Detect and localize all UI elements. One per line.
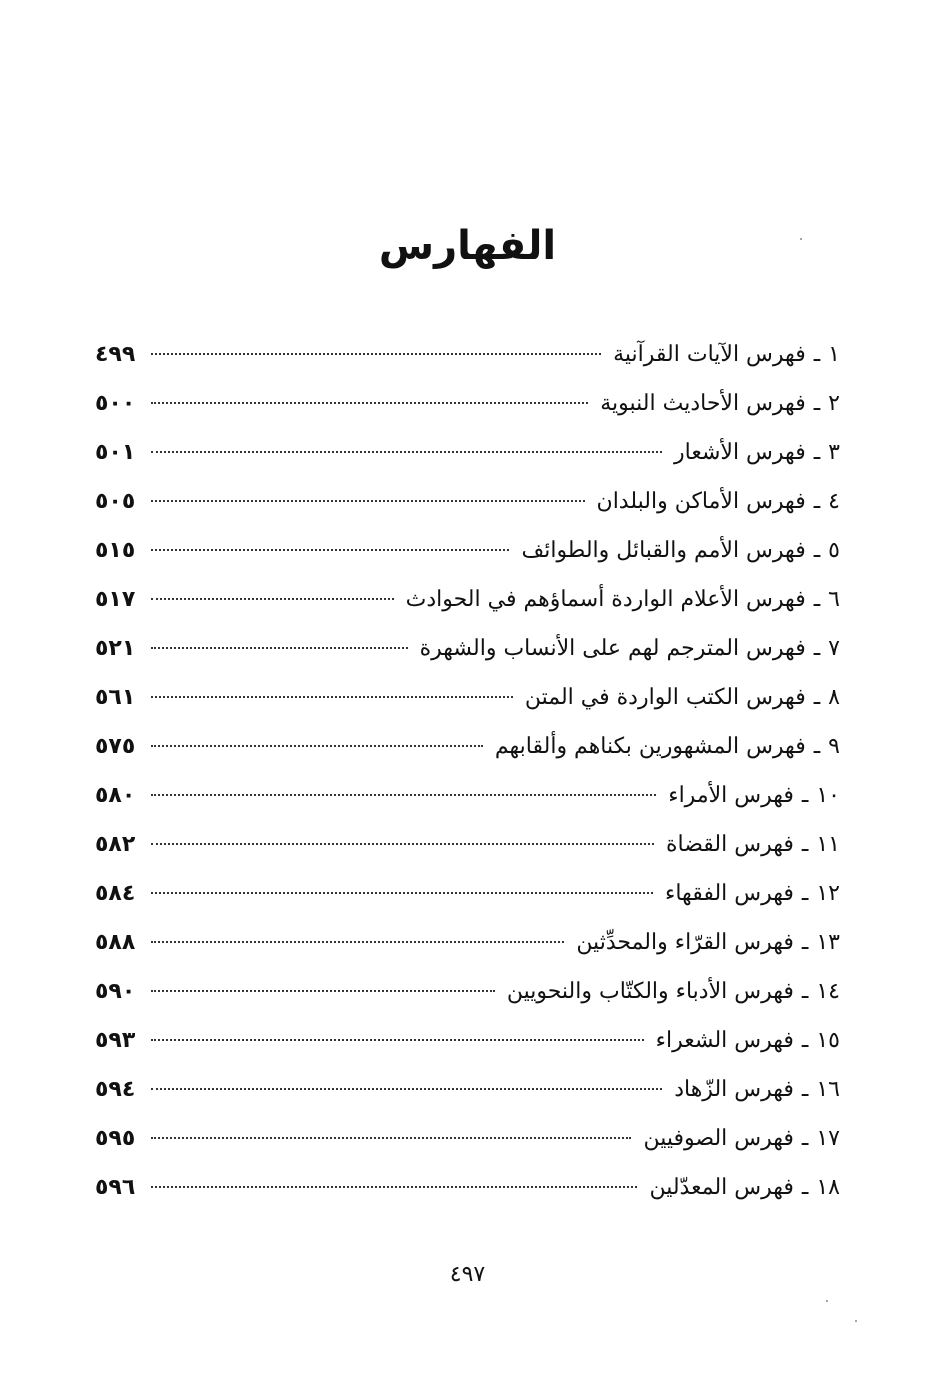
toc-entry-page: ٥١٧	[95, 587, 136, 612]
paper-speck	[826, 1300, 828, 1302]
toc-entry	[95, 1028, 840, 1077]
toc-entry	[95, 930, 840, 979]
dot-leader	[151, 794, 656, 796]
toc-entry-page: ٥٨٤	[95, 881, 136, 906]
toc-entry-separator: ـ	[813, 489, 821, 514]
toc-entry-number: ٨	[828, 685, 840, 710]
dot-leader	[151, 402, 588, 404]
toc-entry-label: فهرس الأشعار	[674, 440, 806, 465]
dot-leader	[151, 843, 654, 845]
toc-entry-number: ١٦	[816, 1077, 840, 1102]
toc-entry-number: ٥	[828, 538, 840, 563]
toc-entry-number: ٧	[828, 636, 840, 661]
toc-entry-page: ٥٩٤	[95, 1077, 136, 1102]
dot-leader	[151, 1137, 631, 1139]
toc-entry-label: فهرس الأدباء والكتّاب والنحويين	[506, 979, 794, 1004]
toc-entry	[95, 587, 840, 636]
page-number: ٤٩٧	[449, 1262, 486, 1287]
toc-entry-label: فهرس الأمراء	[668, 783, 794, 808]
toc-entry-number: ١٤	[816, 979, 840, 1004]
toc-entry-separator: ـ	[801, 1126, 809, 1151]
toc-entry-label: فهرس القضاة	[666, 832, 794, 857]
toc-entry	[95, 685, 840, 734]
toc-entry-separator: ـ	[801, 832, 809, 857]
toc-entry	[95, 636, 840, 685]
toc-entry-number: ١٧	[816, 1126, 840, 1151]
toc-entry-label: فهرس الشعراء	[655, 1028, 794, 1053]
toc-entry-page: ٥٨٢	[95, 832, 136, 857]
toc-entry-separator: ـ	[801, 783, 809, 808]
dot-leader	[151, 941, 564, 943]
toc-entry-separator: ـ	[813, 685, 821, 710]
dot-leader	[151, 1039, 644, 1041]
dot-leader	[151, 451, 662, 453]
toc-entry-page: ٥٩٣	[95, 1028, 136, 1053]
toc-entry	[95, 881, 840, 930]
dot-leader	[151, 353, 601, 355]
toc-entry-number: ١٥	[816, 1028, 840, 1053]
toc-entry-separator: ـ	[801, 881, 809, 906]
toc-entry-separator: ـ	[813, 342, 821, 367]
toc-entry-label: فهرس المعدّلين	[649, 1175, 794, 1200]
page-title: الفهارس	[378, 223, 557, 269]
toc-entry-separator: ـ	[801, 930, 809, 955]
toc-entry	[95, 783, 840, 832]
dot-leader	[151, 696, 513, 698]
toc-entry-page: ٥٩٦	[95, 1175, 136, 1200]
toc-entry-page: ٤٩٩	[95, 342, 136, 367]
dot-leader	[151, 500, 585, 502]
toc-entry-separator: ـ	[801, 1028, 809, 1053]
toc-entry-number: ١١	[816, 832, 840, 857]
toc-entry-separator: ـ	[813, 538, 821, 563]
table-of-contents	[95, 342, 840, 1224]
toc-entry	[95, 440, 840, 489]
dot-leader	[151, 549, 509, 551]
toc-entry-page: ٥٦١	[95, 685, 136, 710]
toc-entry-separator: ـ	[813, 391, 821, 416]
toc-entry-label: فهرس الزّهاد	[674, 1077, 794, 1102]
toc-entry-label: فهرس المترجم لهم على الأنساب والشهرة	[419, 636, 806, 661]
toc-entry-label: فهرس الفقهاء	[665, 881, 794, 906]
toc-entry-label: فهرس القرّاء والمحدِّثين	[576, 930, 794, 955]
toc-entry-number: ١٨	[816, 1175, 840, 1200]
toc-entry-number: ٦	[828, 587, 840, 612]
toc-entry-label: فهرس الأعلام الواردة أسماؤهم في الحوادث	[405, 587, 806, 612]
toc-entry	[95, 734, 840, 783]
toc-entry-number: ٤	[828, 489, 840, 514]
toc-entry-page: ٥٨٠	[95, 783, 136, 808]
toc-entry-page: ٥٠١	[95, 440, 136, 465]
toc-entry-separator: ـ	[813, 636, 821, 661]
toc-entry-number: ٣	[828, 440, 840, 465]
toc-entry	[95, 538, 840, 587]
toc-entry-page: ٥١٥	[95, 538, 136, 563]
dot-leader	[151, 1088, 662, 1090]
paper-speck	[800, 238, 802, 240]
toc-entry	[95, 391, 840, 440]
toc-entry-page: ٥٠٠	[95, 391, 136, 416]
toc-entry-page: ٥٠٥	[95, 489, 136, 514]
toc-entry	[95, 342, 840, 391]
dot-leader	[151, 892, 653, 894]
toc-entry-label: فهرس الأماكن والبلدان	[596, 489, 806, 514]
dot-leader	[151, 745, 483, 747]
toc-entry	[95, 1126, 840, 1175]
toc-entry-separator: ـ	[801, 1077, 809, 1102]
dot-leader	[151, 647, 408, 649]
toc-entry-page: ٥٩٠	[95, 979, 136, 1004]
toc-entry-page: ٥٨٨	[95, 930, 136, 955]
toc-entry-separator: ـ	[801, 1175, 809, 1200]
dot-leader	[151, 598, 394, 600]
toc-entry	[95, 1077, 840, 1126]
toc-entry	[95, 832, 840, 881]
toc-entry-number: ١	[828, 342, 840, 367]
paper-speck	[855, 1320, 857, 1322]
dot-leader	[151, 990, 495, 992]
toc-entry-separator: ـ	[813, 440, 821, 465]
toc-entry-label: فهرس الأحاديث النبوية	[600, 391, 806, 416]
toc-entry-separator: ـ	[801, 979, 809, 1004]
dot-leader	[151, 1186, 637, 1188]
toc-entry-page: ٥٢١	[95, 636, 136, 661]
toc-entry-label: فهرس الكتب الواردة في المتن	[524, 685, 806, 710]
toc-entry-number: ١٢	[816, 881, 840, 906]
toc-entry-separator: ـ	[813, 587, 821, 612]
toc-entry	[95, 979, 840, 1028]
toc-entry-number: ١٠	[816, 783, 840, 808]
toc-entry-number: ٢	[828, 391, 840, 416]
toc-entry-page: ٥٩٥	[95, 1126, 136, 1151]
toc-entry	[95, 1175, 840, 1224]
toc-entry-separator: ـ	[813, 734, 821, 759]
toc-entry-page: ٥٧٥	[95, 734, 136, 759]
toc-entry-number: ٩	[828, 734, 840, 759]
toc-entry-label: فهرس المشهورين بكناهم وألقابهم	[494, 734, 806, 759]
toc-entry-label: فهرس الصوفيين	[643, 1126, 794, 1151]
toc-entry-number: ١٣	[816, 930, 840, 955]
toc-entry-label: فهرس الأمم والقبائل والطوائف	[521, 538, 806, 563]
toc-entry	[95, 489, 840, 538]
toc-entry-label: فهرس الآيات القرآنية	[613, 342, 806, 367]
